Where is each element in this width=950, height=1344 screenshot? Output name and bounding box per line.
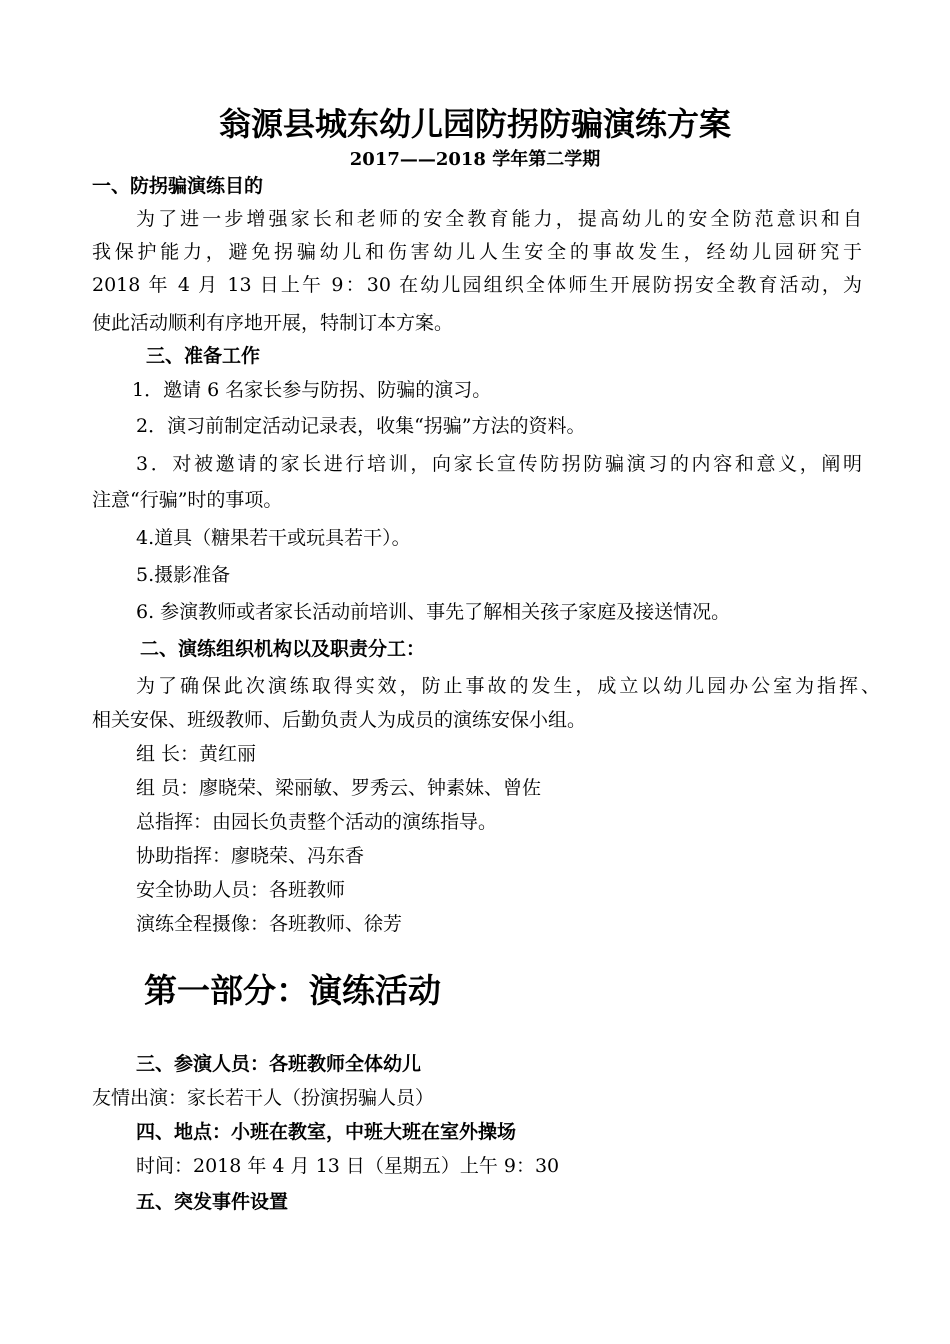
location-heading: 四、地点：小班在教室，中班大班在室外操场 (136, 1121, 517, 1143)
safety-assistants: 安全协助人员：各班教师 (136, 879, 346, 901)
section-1-paragraph-line-3: 2018 年 4 月 13 日上午 9：30 在幼儿园组织全体师生开展防拐安全教育活动，为 (92, 274, 862, 296)
prep-item-6: 6. 参演教师或者家长活动前培训、事先了解相关孩子家庭及接送情况。 (136, 601, 731, 623)
photography: 演练全程摄像：各班教师、徐芳 (136, 913, 403, 935)
section-1-paragraph-line-2: 我保护能力，避免拐骗幼儿和伤害幼儿人生安全的事故发生，经幼儿园研究于 (92, 241, 862, 263)
assistant-commander: 协助指挥：廖晓荣、冯东香 (136, 845, 365, 867)
guest-performers: 友情出演：家长若干人（扮演拐骗人员） (92, 1087, 435, 1109)
chief-commander: 总指挥：由园长负责整个活动的演练指导。 (136, 811, 498, 833)
part-1-heading: 第一部分：演练活动 (144, 971, 441, 1010)
prep-item-3-line-2: 注意“行骗”时的事项。 (92, 489, 283, 511)
prep-item-4: 4.道具（糖果若干或玩具若干）。 (136, 527, 411, 549)
event-time: 时间：2018 年 4 月 13 日（星期五）上午 9：30 (136, 1155, 560, 1177)
section-5-heading: 五、突发事件设置 (136, 1191, 289, 1213)
section-2-paragraph-line-2: 相关安保、班级教师、后勤负责人为成员的演练安保小组。 (92, 709, 587, 731)
document-subtitle: 2017——2018 学年第二学期 (349, 149, 601, 170)
prep-item-2: 2．演习前制定活动记录表，收集“拐骗”方法的资料。 (136, 415, 586, 437)
section-2-paragraph-line-1: 为了确保此次演练取得实效，防止事故的发生，成立以幼儿园办公室为指挥、 (136, 675, 880, 697)
prep-item-5: 5.摄影准备 (136, 564, 231, 586)
document-title: 翁源县城东幼儿园防拐防骗演练方案 (218, 105, 731, 143)
section-1-heading: 一、防拐骗演练目的 (92, 175, 264, 197)
section-3-heading: 三、准备工作 (146, 345, 261, 367)
prep-item-1: 1．邀请 6 名家长参与防拐、防骗的演习。 (132, 379, 492, 401)
group-members: 组 员：廖晓荣、梁丽敏、罗秀云、钟素妹、曾佐 (136, 777, 542, 799)
group-leader: 组 长：黄红丽 (136, 743, 257, 765)
section-2-heading: 二、演练组织机构以及职责分工： (140, 638, 426, 660)
section-1-paragraph-line-1: 为了进一步增强家长和老师的安全教育能力，提高幼儿的安全防范意识和自 (136, 208, 862, 230)
participants-heading: 三、参演人员：各班教师全体幼儿 (136, 1053, 422, 1075)
section-1-paragraph-line-4: 使此活动顺利有序地开展，特制订本方案。 (92, 312, 454, 334)
prep-item-3-line-1: 3．对被邀请的家长进行培训，向家长宣传防拐防骗演习的内容和意义，阐明 (136, 453, 862, 475)
